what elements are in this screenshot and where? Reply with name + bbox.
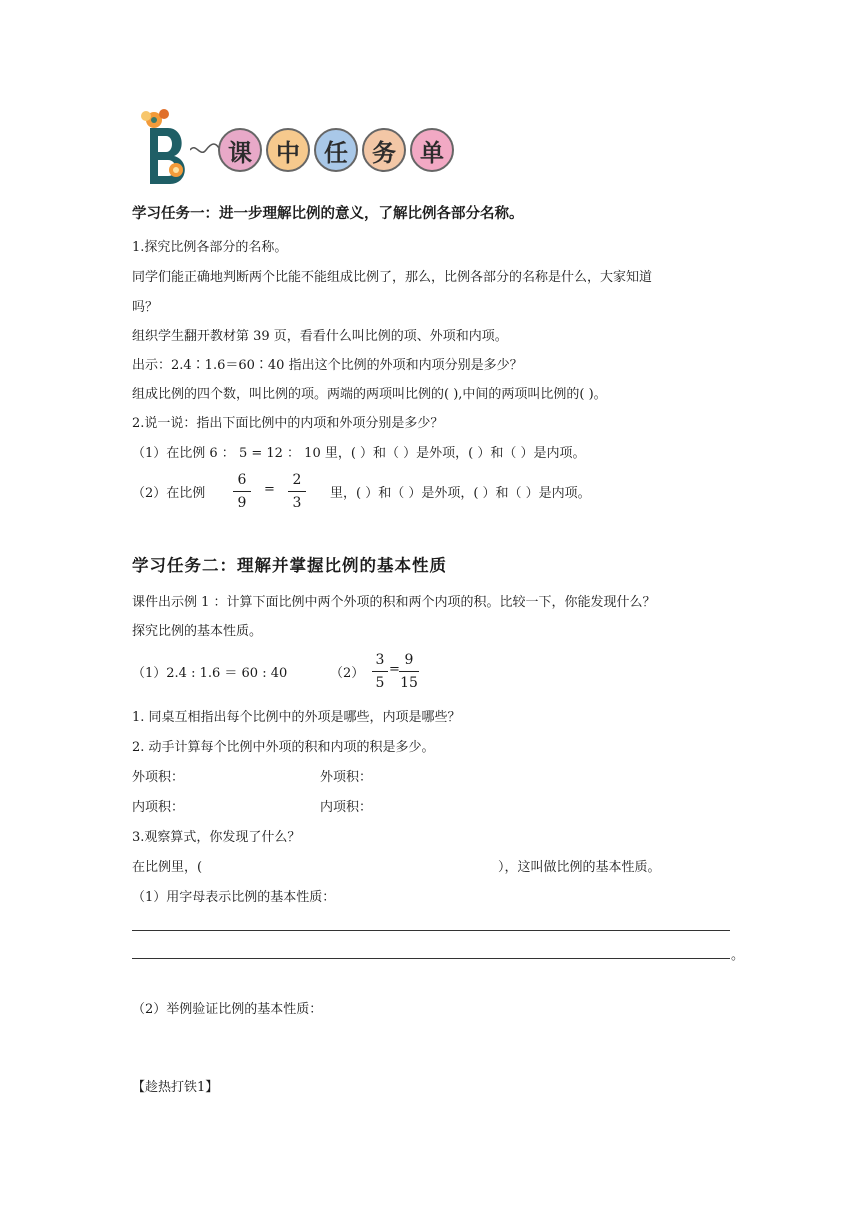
- task2-example-2-prefix: （2）: [330, 666, 365, 681]
- task1-equals: =: [264, 482, 275, 497]
- task1-line-3: 吗？: [132, 300, 159, 315]
- header-banner: [136, 108, 466, 188]
- fraction-bar: [233, 491, 251, 492]
- bubble-4: 务: [362, 128, 406, 172]
- task1-fraction-2: [288, 471, 306, 512]
- bubble-3: 任: [314, 128, 358, 172]
- task2-step-2: 2. 动手计算每个比例中外项的积和内项的积是多少。: [132, 740, 435, 755]
- outer-product-label-1: 外项积：: [132, 770, 185, 785]
- fill-blank-prefix: 在比例里，(: [132, 860, 203, 875]
- task2-example-1: （1）2.4 : 1.6 ＝ 60 : 40: [132, 666, 288, 681]
- task1-line-7: 2.说一说：指出下面比例中的内项和外项分别是多少？: [132, 416, 444, 431]
- fraction-denominator: 5: [375, 675, 385, 691]
- connector-squiggle-icon: [190, 140, 220, 160]
- fraction-denominator: 3: [292, 495, 302, 511]
- task2-step-3: 3.观察算式，你发现了什么？: [132, 830, 301, 845]
- task1-question-2-prefix: （2）在比例: [132, 486, 206, 501]
- practice-heading: 【趁热打铁1】: [132, 1080, 219, 1095]
- bubble-5: 单: [410, 128, 454, 172]
- task2-equals: =: [389, 662, 400, 677]
- fill-blank-suffix: ），这叫做比例的基本性质。: [498, 860, 661, 875]
- fraction-bar: [399, 671, 419, 672]
- inner-product-label-1: 内项积：: [132, 800, 185, 815]
- task1-title: 学习任务一：进一步理解比例的意义，了解比例各部分名称。: [132, 206, 524, 222]
- fraction-bar: [372, 671, 388, 672]
- task1-question-1: （1）在比例 6 ： 5 = 12 ： 10 里，( ）和（ ）是外项，( ）和（ ）是内项。: [132, 446, 586, 461]
- task2-line-2: 探究比例的基本性质。: [132, 624, 263, 639]
- fraction-denominator: 9: [237, 495, 247, 511]
- task1-fraction-1: [233, 471, 251, 512]
- task1-line-6: 组成比例的四个数，叫比例的项。两端的两项叫比例的( ),中间的两项叫比例的( )。: [132, 387, 607, 402]
- flower-b-logo-icon: [136, 108, 196, 188]
- fraction-denominator: 15: [400, 675, 418, 691]
- task1-line-2: 同学们能正确地判断两个比能不能组成比例了，那么，比例各部分的名称是什么，大家知道: [132, 270, 653, 285]
- answer-period: 。: [731, 948, 745, 963]
- fraction-numerator: 2: [292, 472, 302, 488]
- inner-product-label-2: 内项积：: [320, 800, 373, 815]
- task2-title: 学习任务二：理解并掌握比例的基本性质: [132, 556, 447, 575]
- task2-fraction-2: [399, 651, 419, 692]
- task2-property-1: （1）用字母表示比例的基本性质：: [132, 890, 336, 905]
- fraction-numerator: 9: [404, 652, 414, 668]
- fraction-numerator: 6: [237, 472, 247, 488]
- task2-fraction-1: [372, 651, 388, 692]
- bubble-2: 中: [266, 128, 310, 172]
- task2-step-1: 1. 同桌互相指出每个比例中的外项是哪些，内项是哪些？: [132, 710, 461, 725]
- task2-property-2: （2）举例验证比例的基本性质：: [132, 1002, 323, 1017]
- fraction-numerator: 3: [375, 652, 385, 668]
- task1-line-5: 出示：2.4∶1.6＝60∶40 指出这个比例的外项和内项分别是多少？: [132, 358, 523, 373]
- answer-line-2: [132, 958, 730, 959]
- task1-line-1: 1.探究比例各部分的名称。: [132, 240, 288, 255]
- task2-line-1: 课件出示例 1 ：计算下面比例中两个外项的积和两个内项的积。比较一下，你能发现什么？: [132, 595, 656, 610]
- bubble-1: 课: [218, 128, 262, 172]
- task1-line-4: 组织学生翻开教材第 39 页，看看什么叫比例的项、外项和内项。: [132, 329, 508, 344]
- answer-line-1: [132, 930, 730, 931]
- task1-question-2-suffix: 里，( ）和（ ）是外项，( ）和（ ）是内项。: [330, 486, 591, 501]
- fraction-bar: [288, 491, 306, 492]
- outer-product-label-2: 外项积：: [320, 770, 373, 785]
